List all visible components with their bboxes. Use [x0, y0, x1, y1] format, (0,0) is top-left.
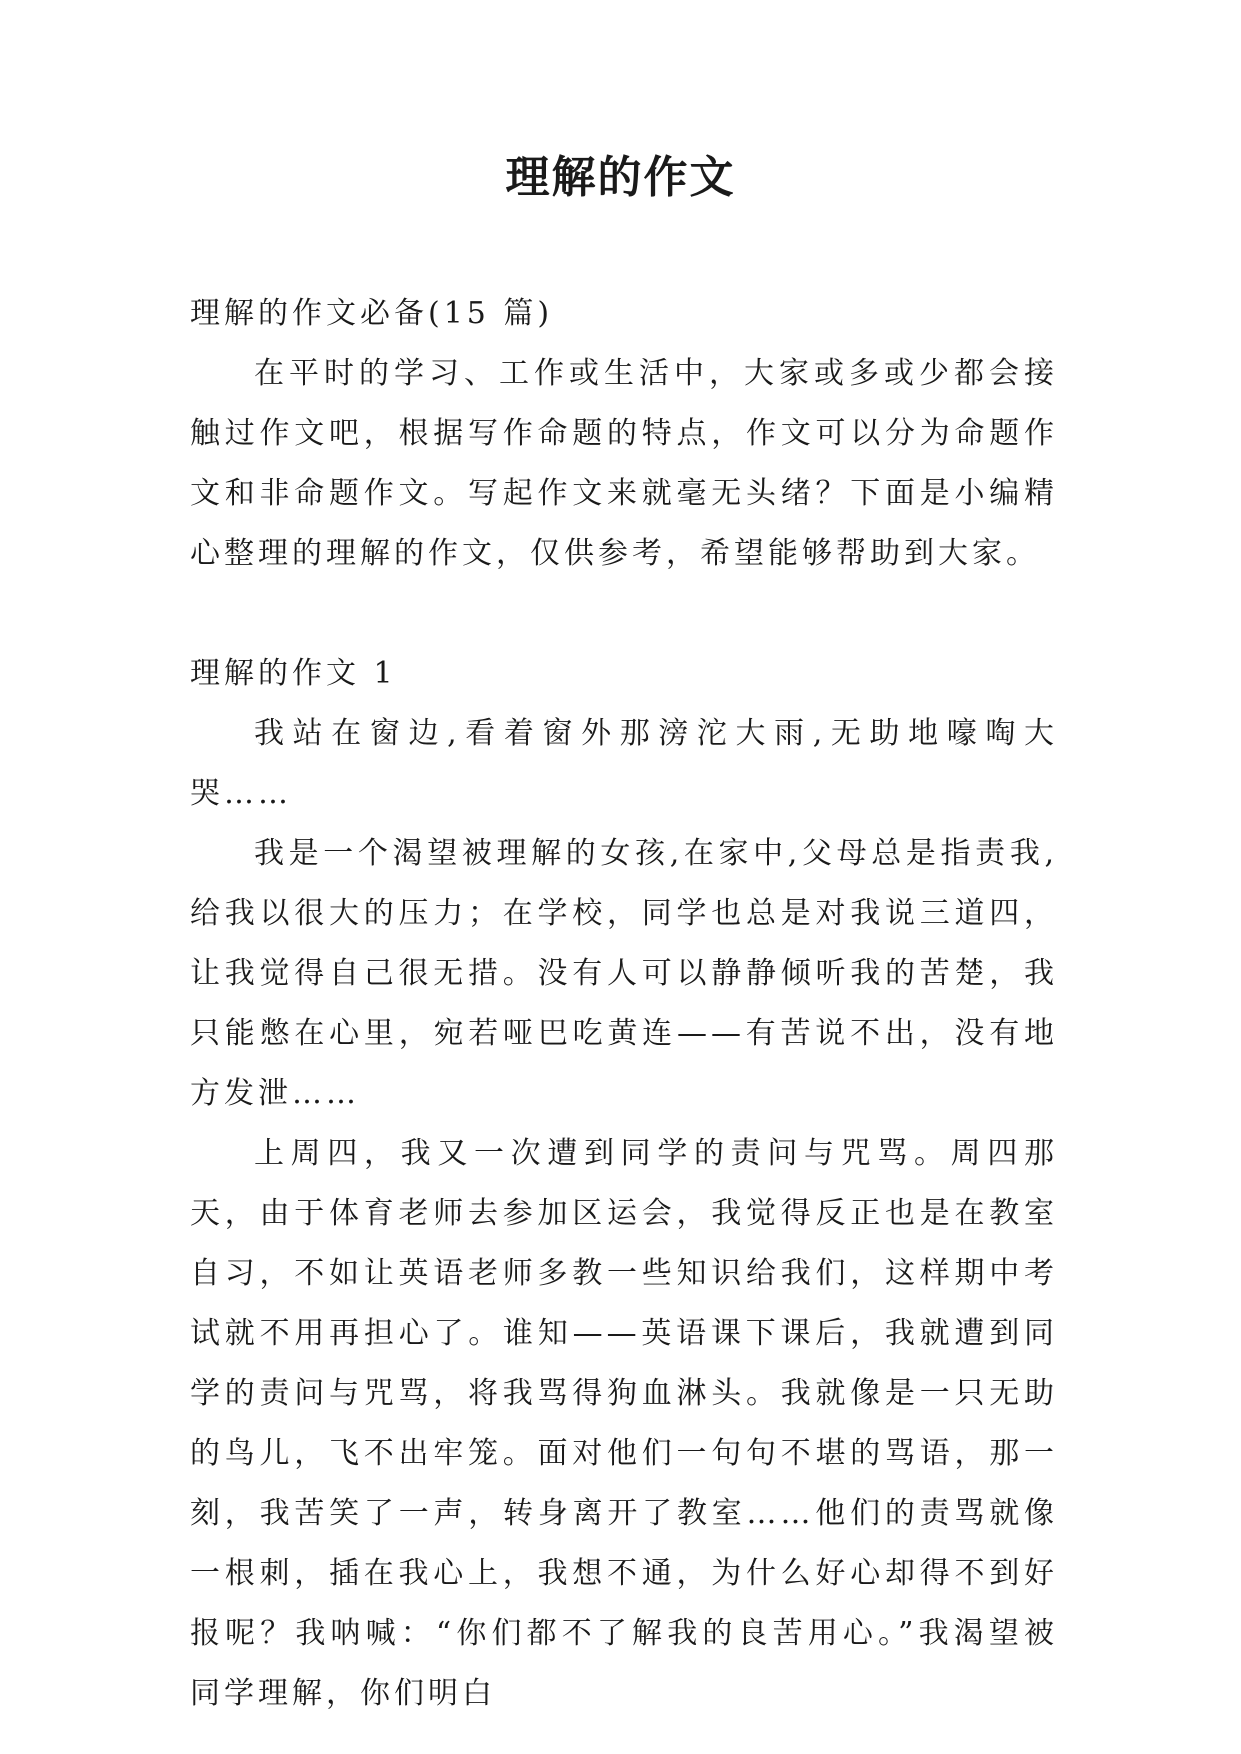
- section-heading: 理解的作文 1: [190, 656, 397, 691]
- body-paragraph-1: 我站在窗边,看着窗外那滂沱大雨,无助地嚎啕大哭……: [190, 716, 1058, 811]
- body-paragraph-3: 上周四，我又一次遭到同学的责问与咒骂。周四那天，由于体育老师去参加区运会，我觉得反正也是在教室自习，不如让英语老师多教一些知识给我们，这样期中考试就不用再担心了。谁知——英语课下课后，我就遭到同学的责问与咒骂，将我骂得狗血淋头。我就像是一只无助的鸟儿，飞不出牢笼。面对他们一句句不堪的骂语，那一刻，我苦笑了一声，转身离开了教室……他们的责骂就像一根刺，插在我心上，我想不通，为什么好心却得不到好报呢？我呐喊：“你们都不了解我的良苦用心。”我渴望被同学理解，你们明白: [190, 1136, 1058, 1711]
- intro-paragraph: 在平时的学习、工作或生活中，大家或多或少都会接触过作文吧，根据写作命题的特点，作文可以分为命题作文和非命题作文。写起作文来就毫无头绪？下面是小编精心整理的理解的作文，仅供参考，希望能够帮助到大家。: [190, 356, 1058, 571]
- body-paragraph-2: 我是一个渴望被理解的女孩,在家中,父母总是指责我,给我以很大的压力；在学校，同学也总是对我说三道四，让我觉得自己很无措。没有人可以静静倾听我的苦楚，我只能憋在心里，宛若哑巴吃黄连——有苦说不出，没有地方发泄……: [190, 836, 1058, 1111]
- document-subtitle: 理解的作文必备(15 篇): [190, 296, 554, 331]
- document-title: 理解的作文: [505, 152, 736, 203]
- section-spacer: [190, 584, 1058, 644]
- document-body: [190, 284, 1058, 1724]
